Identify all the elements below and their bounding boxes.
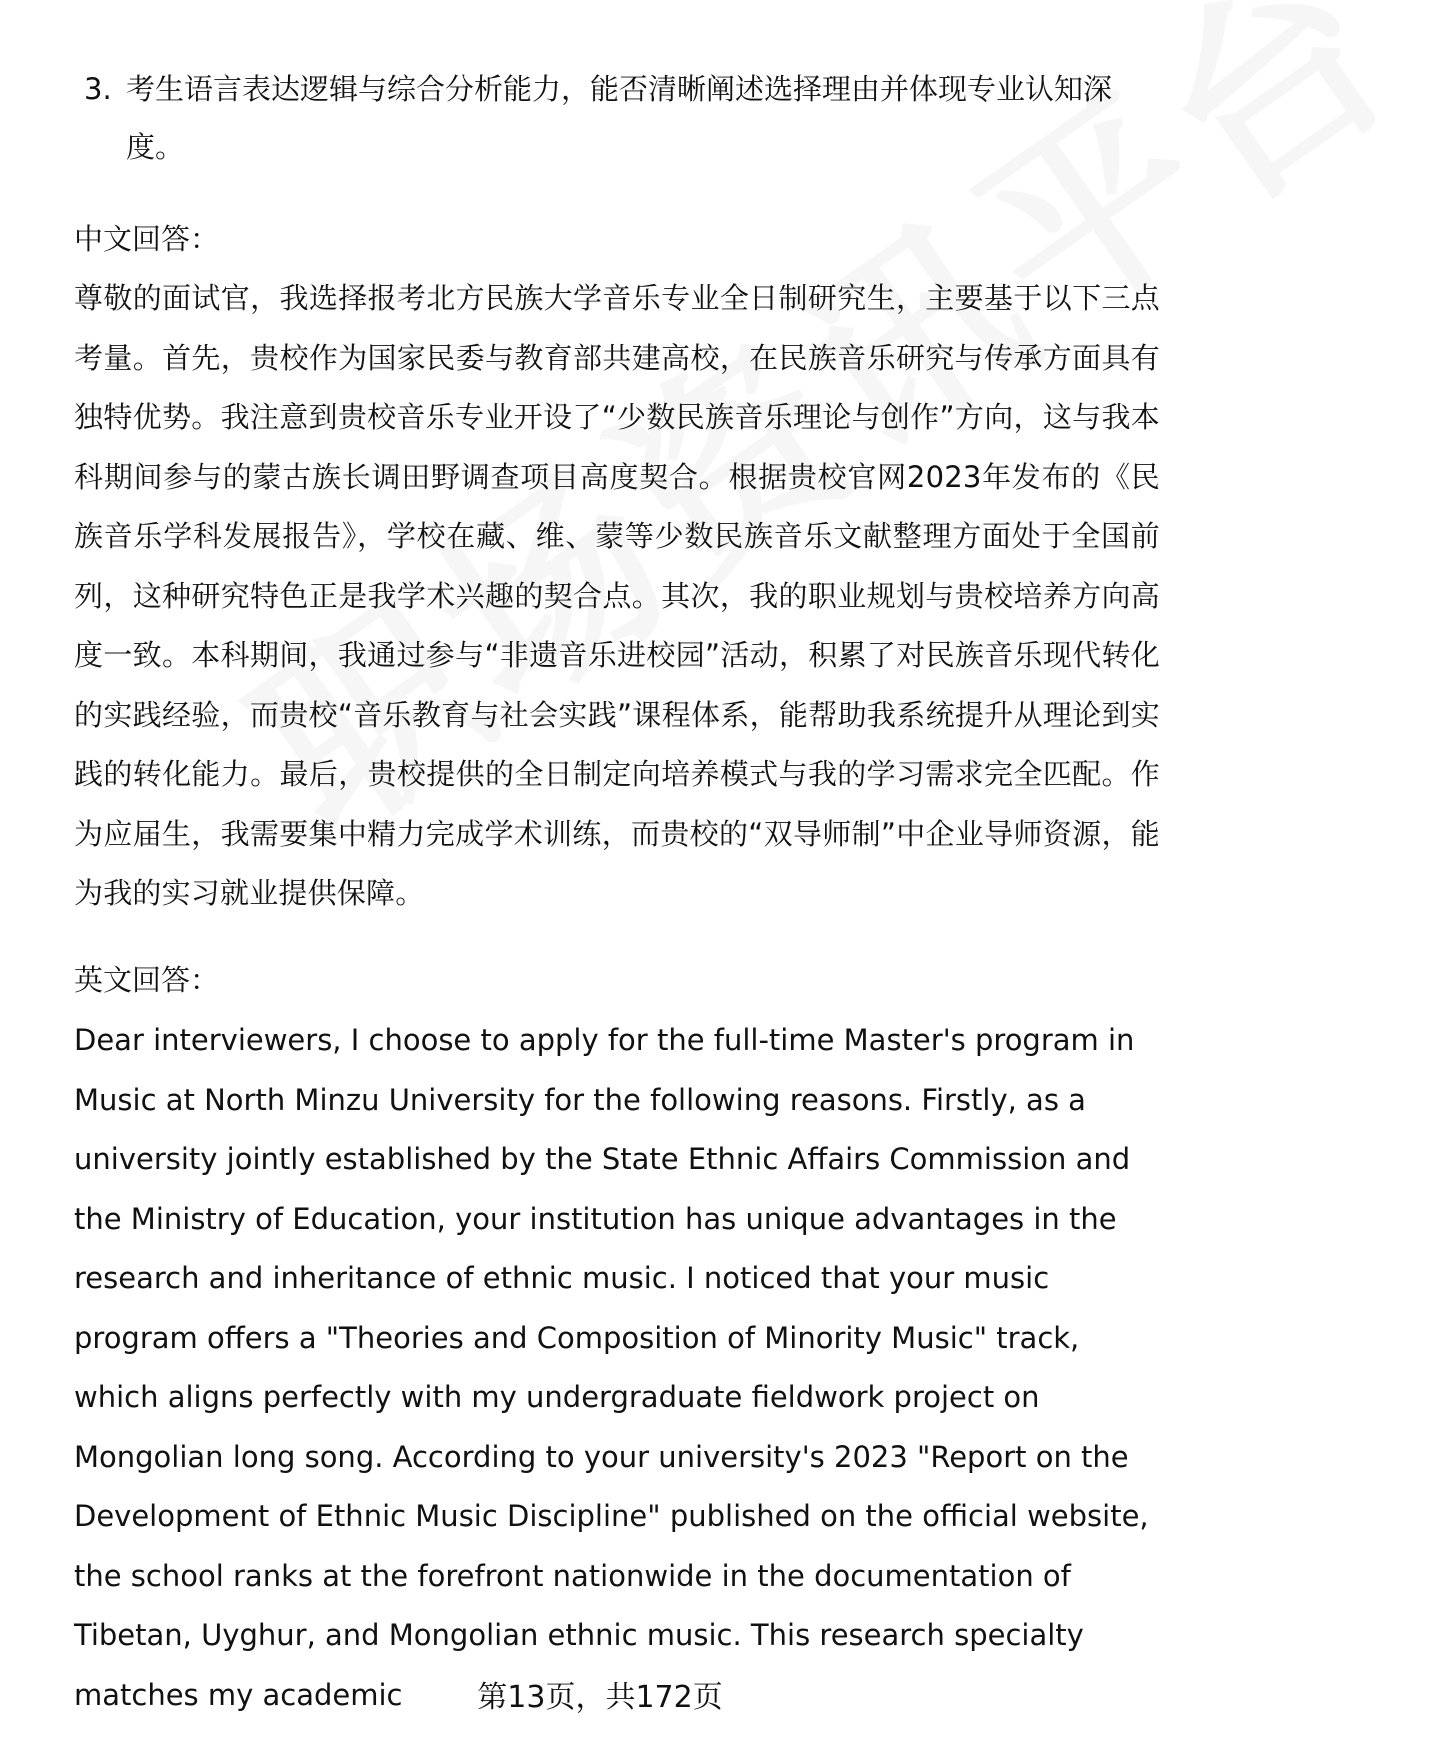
list-item-3: [84, 60, 1164, 176]
list-item-number: 3.: [84, 72, 112, 106]
chinese-answer-paragraph: 尊敬的面试官，我选择报考北方民族大学音乐专业全日制研究生，主要基于以下三点考量。首先，贵校作为国家民委与教育部共建高校，在民族音乐研究与传承方面具有独特优势。我注意到贵校音乐专业开设了“少数民族音乐理论与创作”方向，这与我本科期间参与的蒙古族长调田野调查项目高度契合。根据贵校官网2023年发布的《民族音乐学科发展报告》，学校在藏、维、蒙等少数民族音乐文献整理方面处于全国前列，这种研究特色正是我学术兴趣的契合点。其次，我的职业规划与贵校培养方向高度一致。本科期间，我通过参与“非遗音乐进校园”活动，积累了对民族音乐现代转化的实践经验，而贵校“音乐教育与社会实践”课程体系，能帮助我系统提升从理论到实践的转化能力。最后，贵校提供的全日制定向培养模式与我的学习需求完全匹配。作为应届生，我需要集中精力完成学术训练，而贵校的“双导师制”中企业导师资源，能为我的实习就业提供保障。: [74, 281, 1160, 910]
list-item-text: 考生语言表达逻辑与综合分析能力，能否清晰阐述选择理由并体现专业认知深度。: [126, 72, 1113, 164]
english-answer-paragraph: Dear interviewers, I choose to apply for the full-time Master's program in Music at North Minzu University for the following reasons. Firstly, as a university jointly established by the State Ethnic Affairs Commission and the Ministry of Education, your institution has unique advantages in the research and inheritance of ethnic music. I noticed that your music program offers a "Theories and Composition of Minority Music" track, which aligns perfectly with my undergraduate fieldwork project on Mongolian long song. According to your university's 2023 "Report on the Development of Ethnic Music Discipline" published on the official website, the school ranks at the forefront nationwide in the documentation of Tibetan, Uyghur, and Mongolian ethnic music. This research specialty matches my academic: [74, 1023, 1149, 1712]
english-answer-label: 英文回答：: [74, 963, 220, 997]
page-number-footer: 第13页，共172页: [477, 1680, 723, 1715]
chinese-answer-label: 中文回答：: [74, 222, 220, 256]
